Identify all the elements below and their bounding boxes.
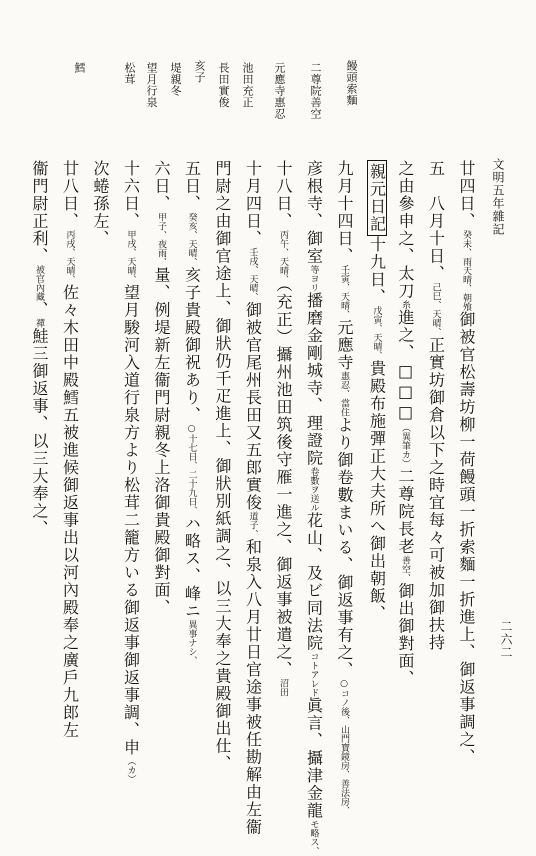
text-segment: 播磨金剛城寺、理證院 <box>304 292 324 467</box>
inline-note: ○コノ後、山門寶鏡房、善法房、 <box>339 679 349 815</box>
text-column <box>214 160 230 773</box>
text-column <box>153 160 169 617</box>
inline-note: 朝飧 <box>461 293 471 311</box>
inline-note: 惠忍、當住 <box>339 371 349 417</box>
text-column <box>123 160 139 784</box>
inline-note: 甲子、夜雨、 <box>156 212 166 267</box>
inline-note: 卷數ヲ送ル <box>308 467 319 512</box>
boxed-heading: 親元日記 <box>367 160 387 236</box>
text-column <box>336 160 352 815</box>
inline-note: 壬戌、天晴、 <box>247 247 258 302</box>
inline-note: 丙午、天晴、 <box>278 230 288 284</box>
inline-note: 被官內藏 <box>34 265 44 301</box>
inline-note: 沼田 <box>278 678 288 697</box>
inline-note: 禪 <box>34 318 44 328</box>
text-column <box>367 160 387 623</box>
text-segment: 五日、 <box>182 160 202 213</box>
text-segment: 、 <box>30 301 49 319</box>
text-segment: 次蜷孫左、 <box>91 160 110 248</box>
inline-note: 糸 <box>400 300 410 309</box>
text-segment: 佐々木田中殿鱈五被進候御返事出以河內殿奉之廣戶九郎左 <box>60 284 80 739</box>
inline-note: （異筆カ） <box>400 423 410 468</box>
text-column <box>428 160 444 652</box>
text-segment: 二尊院長老 <box>396 468 415 556</box>
marginal-note: 元應寺惠忍 <box>273 62 286 120</box>
text-segment: 亥子貴殿御祝あり、 <box>182 266 202 424</box>
text-segment: 十九日、 <box>367 236 387 306</box>
text-segment: 花山、及ビ同法院 <box>304 512 324 652</box>
text-segment: 廿四日、 <box>457 160 476 230</box>
inline-note: 己巳、天晴、 <box>430 282 441 337</box>
inline-note: 善空、 <box>400 555 410 583</box>
text-segment: 八月廿日 <box>243 591 263 661</box>
text-segment: 攝州池田筑後守雁一進之、御返事被遣之、 <box>274 346 293 679</box>
text-column <box>92 160 108 248</box>
text-column <box>184 160 200 665</box>
inline-note: 戊寅、天晴、 <box>371 306 382 360</box>
marginal-note: 長田實俊 <box>217 62 230 108</box>
marginal-note: 松茸 <box>123 62 136 85</box>
inline-note: ○十七日、二十九日、 <box>186 424 197 515</box>
text-segment: 十月四日、 <box>243 160 263 248</box>
inline-note: 等ヨリ <box>308 265 319 292</box>
text-segment: 官途事被任勘解由左衞 <box>243 661 263 836</box>
inline-note: （カ） <box>125 756 136 784</box>
marginal-note: 二尊院善空 <box>309 62 322 120</box>
text-column <box>306 160 322 856</box>
marginal-notes <box>70 58 380 148</box>
text-segment: 元應寺 <box>335 319 354 372</box>
text-segment: 進之、□□□ <box>396 309 415 423</box>
marginal-note: 饅頭索麵 <box>345 60 358 106</box>
text-segment: 門尉之由御官途上、御狀仍千疋進上、御狀別紙調之、以三大奉之貴殿御出仕、 <box>213 160 232 773</box>
inline-note: コトアレド <box>308 652 319 697</box>
text-column <box>397 160 413 688</box>
inline-note: 雨天晴、 <box>461 257 471 293</box>
inline-note: モ略ス、 <box>308 819 319 856</box>
text-segment: 望月駿河入道行泉方より松茸二籠方いる御返事御返事調、申 <box>121 284 141 757</box>
text-segment: （充正） <box>274 284 293 346</box>
text-segment: より御卷數まいる、御返事有之、 <box>335 416 354 679</box>
text-segment: 彦根寺、御室 <box>304 160 324 265</box>
inline-note: 癸未、 <box>461 230 471 257</box>
text-segment: 之由參申之、太刀 <box>396 160 415 300</box>
text-segment: 正實坊御倉以下之時宜每々可被加御扶持 <box>426 336 446 652</box>
text-column <box>275 160 291 697</box>
text-column <box>245 160 261 836</box>
text-segment: 五 <box>426 160 446 178</box>
text-segment: 貴殿布施彈正大夫所へ御出朝飯、 <box>367 360 387 623</box>
inline-note: 丙戌、天晴、 <box>64 230 75 284</box>
text-segment: 廿八日、 <box>60 160 80 230</box>
inline-note: 道子、 <box>247 511 258 539</box>
marginal-note: 望月行泉 <box>145 62 158 108</box>
inline-note: 壬寅、天晴、 <box>339 265 349 319</box>
text-segment: 堤新左衞門尉親冬上洛御貴殿御對面、 <box>152 319 171 617</box>
inline-note: 異事ナシ、 <box>186 620 197 665</box>
text-segment: 峰ニ <box>182 585 202 620</box>
text-segment: 御被官尾州長田又五郎實俊 <box>243 301 263 512</box>
marginal-note: 堤親冬 <box>169 62 182 97</box>
text-segment: ハ略ス、 <box>182 515 202 585</box>
text-segment: 六日、 <box>152 160 171 213</box>
text-column <box>62 160 78 739</box>
text-segment: 和泉入 <box>243 538 263 591</box>
page-number: 二六二 <box>499 620 513 659</box>
text-segment: 量、例 <box>152 266 171 319</box>
text-segment: 鮭三御返事、以三大奉之、 <box>30 327 49 538</box>
running-header: 文明五年雜記 <box>491 158 505 236</box>
text-segment: 八月十日、 <box>426 177 446 283</box>
text-segment: 御被官松壽坊柳一荷饅頭一折索麵一折進上、御返事調之、 <box>457 311 476 766</box>
text-segment: 九月十四日、 <box>335 160 354 265</box>
text-segment: 正利、 <box>30 212 49 265</box>
text-segment: 眞言、攝津金龍 <box>304 697 324 820</box>
inline-note: 癸亥、天晴、 <box>186 212 197 267</box>
marginal-note: 鱈 <box>73 62 86 74</box>
text-segment: 衞門尉 <box>30 160 49 213</box>
text-segment: 御出御對面、 <box>396 582 415 688</box>
marginal-note: 亥子 <box>193 60 206 83</box>
marginal-note: 池田充正 <box>241 62 254 108</box>
text-column <box>458 160 474 766</box>
text-segment: 十八日、 <box>274 160 293 230</box>
text-column <box>31 160 47 538</box>
text-segment: 十六日、 <box>121 160 141 230</box>
inline-note: 甲戌、天晴、 <box>125 230 136 284</box>
